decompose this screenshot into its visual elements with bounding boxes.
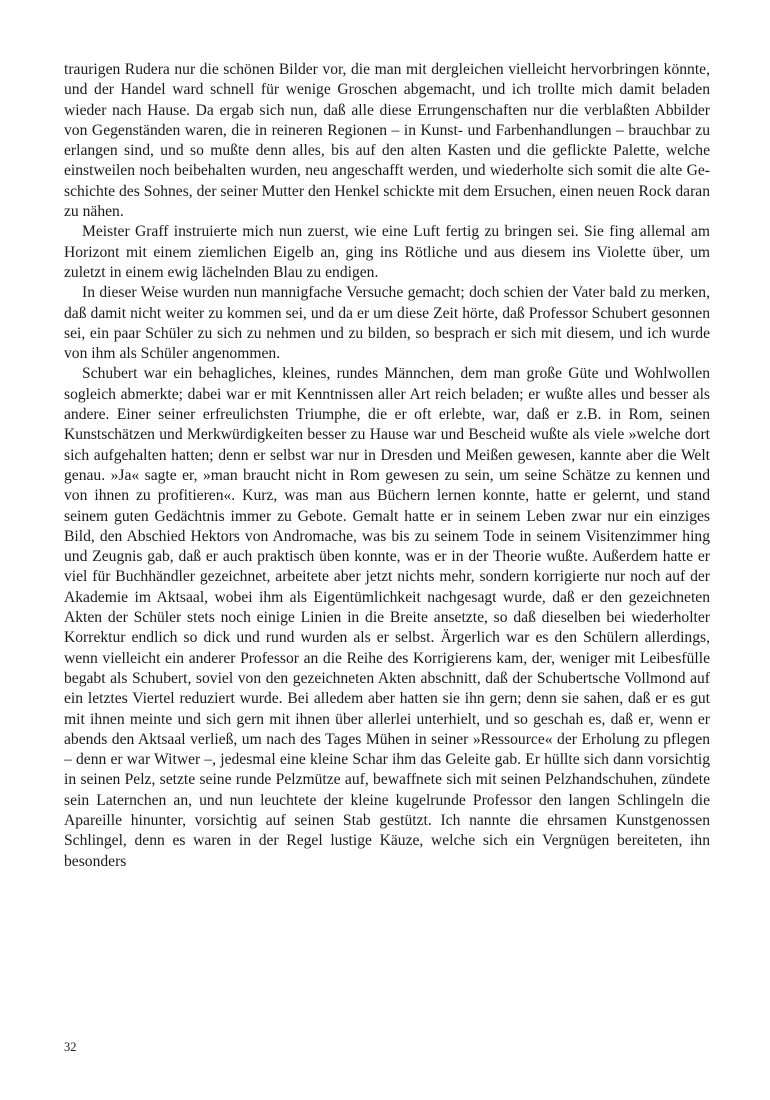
paragraph-2: Meister Graff instruierte mich nun zuerst, wie eine Luft fertig zu bringen sei. Sie fing allemal am Horizont mit einem ziemlichen Eigelb an, ging ins Rötliche und aus diesem ins Violette über, um zuletzt in einem ewig lächelnden Blau zu endigen.	[64, 223, 710, 281]
paragraph-3: In dieser Weise wurden nun mannigfache Versuche gemacht; doch schien der Vater bald zu merken, daß damit nicht weiter zu kommen sei, und da er um diese Zeit hörte, daß Professor Schubert gesonnen sei, ein paar Schüler zu sich zu nehmen und zu bilden, so besprach er sich mit diesem, und ich wurde von ihm als Schüler angenommen.	[64, 284, 710, 363]
page-number: 32	[64, 1040, 77, 1054]
paragraph-1: traurigen Rudera nur die schönen Bilder vor, die man mit dergleichen vielleicht hervorbringen könnte, und der Handel ward schnell für wenige Groschen abgemacht, und ich trollte mich damit beladen wieder nach Hause. Da ergab sich nun, daß alle diese Errungenschaften nur die verblaßten Abbilder von Gegenständen waren, die in reineren Regionen – in Kunst- und Farbenhandlungen – brauchbar zu erlangen sind, und so mußte denn alles, bis auf den alten Kasten und die geflickte Palette, welche einstweilen noch beibehalten wurden, neu angeschafft werden, und wiederholte sich somit die alte Geschichte des Sohnes, der seiner Mutter den Henkel schickte mit dem Ersuchen, einen neuen Rock daran zu nähen.	[64, 61, 710, 221]
paragraph-4: Schubert war ein behagliches, kleines, rundes Männchen, dem man große Güte und Wohlwollen sogleich abmerkte; dabei war er mit Kenntnissen aller Art reich beladen; er wußte alles und besser als andere. Einer seiner erfreulichsten Triumphe, die er oft erlebte, war, daß er z.B. in Rom, seinen Kunstschätzen und Merkwürdigkeiten besser zu Hause war und Bescheid wußte als viele »welche dort sich aufgehalten hatten; denn er selbst war nur in Dresden und Meißen gewesen, kannte aber die Welt genau. »Ja« sagte er, »man braucht nicht in Rom gewesen zu sein, um seine Schätze zu kennen und von ihnen zu profitieren«. Kurz, was man aus Büchern lernen konnte, hatte er gelernt, und stand seinem guten Gedächtnis immer zu Gebote. Gemalt hatte er in seinem Leben zwar nur ein einziges Bild, den Abschied Hektors von Andromache, was bis zu seinem Tode in seinem Visitenzimmer hing und Zeugnis gab, daß er auch praktisch üben konnte, was er in der Theorie wußte. Außerdem hatte er viel für Buchhändler gezeichnet, arbeitete aber jetzt nichts mehr, sondern korrigierte nur noch auf der Akademie im Aktsaal, wobei ihm als Eigentümlichkeit nachgesagt wurde, daß er den gezeichneten Akten der Schüler stets noch einige Linien in die Breite ansetzte, so daß dieselben bei wiederholter Korrektur endlich so dick und rund wurden als er selbst. Ärgerlich war es den Schülern allerdings, wenn vielleicht ein anderer Professor an die Reihe des Korrigierens kam, der, weniger mit Leibesfülle begabt als Schubert, soviel von den gezeichneten Akten abschnitt, daß der Schubertsche Vollmond auf ein letztes Viertel reduziert wurde. Bei alledem aber hatten sie ihn gern; denn sie sahen, daß er es gut mit ihnen meinte und sich gern mit ihnen über allerlei unterhielt, und so geschah es, daß er, wenn er abends den Aktsaal verließ, um nach des Tages Mühen in seiner »Ressource« der Erholung zu pflegen – denn er war Witwer –, jedesmal eine kleine Schar ihm das Geleite gab. Er hüllte sich dann vorsichtig in seinen Pelz, setzte seine runde Pelzmütze auf, bewaffnete sich mit seinen Pelzhandschuhen, zündete sein Laternchen an, und nun leuchtete der kleine kugelrunde Professor den langen Schlingeln die Apareille hinunter, vorsichtig auf seinen Stab gestützt. Ich nannte die ehrsamen Kunstgenossen Schlingel, denn es waren in der Regel lustige Käuze, welche sich ein Vergnügen bereiteten, ihn besonders	[64, 365, 710, 870]
page-body	[64, 60, 710, 872]
